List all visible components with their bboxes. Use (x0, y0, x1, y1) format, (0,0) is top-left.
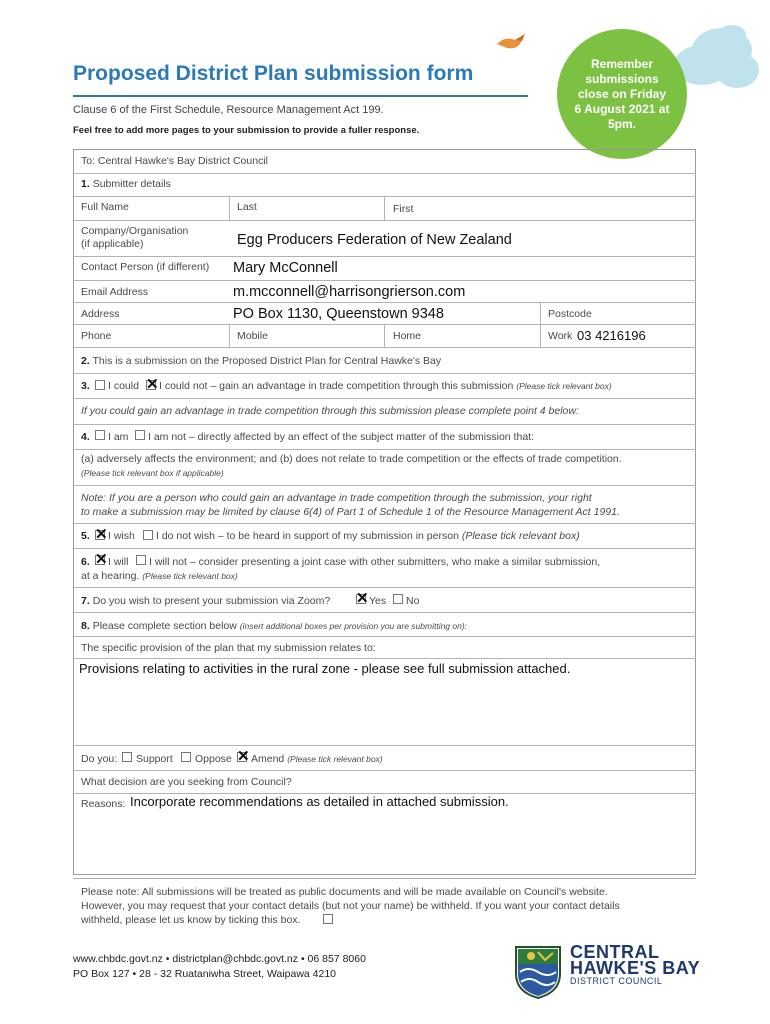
company-label-2: (if applicable) (81, 238, 144, 250)
footer-address: PO Box 127 • 28 - 32 Ruataniwha Street, Waipawa 4210 (73, 968, 337, 980)
section-5-number: 5. (81, 530, 90, 542)
note-line-1: Note: If you are a person who could gain an advantage in trade competition through the submission, your right (81, 492, 592, 504)
logo-text-hawkes-bay: HAWKE'S BAY (570, 958, 701, 978)
bird-icon (495, 32, 529, 54)
company-label-1: Company/Organisation (81, 225, 189, 237)
wish-label: I wish (108, 530, 135, 542)
amend-label: Amend (Please tick relevant box) (251, 753, 383, 765)
section-6-number: 6. (81, 556, 90, 568)
deadline-badge: Remember submissions close on Friday 6 August 2021 at 5pm. (557, 29, 687, 159)
reasons-field[interactable]: Incorporate recommendations as detailed in attached submission. (130, 794, 509, 809)
check-mark-icon: ✕ (95, 551, 108, 568)
page-title: Proposed District Plan submission form (73, 62, 474, 85)
wish-not-checkbox[interactable] (143, 530, 153, 540)
will-not-label: I will not – consider presenting a joint case with other submitters, who make a similar submission, (149, 556, 601, 568)
section-8: 8. Please complete section below (insert additional boxes per provision you are submitting on): (81, 620, 468, 632)
decision-label: What decision are you seeking from Council? (81, 776, 292, 788)
work-phone-field[interactable]: 03 4216196 (577, 328, 646, 343)
am-checkbox[interactable] (95, 430, 105, 440)
logo-text-district-council: DISTRICT COUNCIL (570, 976, 663, 986)
mobile-field[interactable]: Mobile (237, 330, 268, 342)
will-checkbox[interactable] (95, 551, 108, 568)
logo-text-central: CENTRAL (570, 942, 660, 962)
oppose-checkbox[interactable] (181, 752, 191, 762)
withhold-details-checkbox[interactable] (323, 914, 333, 924)
adversely-affects-text: (a) adversely affects the environment; and (b) does not relate to trade competition or the effects of trade competition. (81, 453, 622, 465)
check-mark-icon: ✕ (95, 526, 108, 543)
work-phone-label: Work (548, 330, 573, 342)
address-field[interactable]: PO Box 1130, Queenstown 9348 (233, 306, 444, 322)
check-mark-icon: ✕ (356, 590, 369, 607)
council-crest-icon (513, 944, 563, 1000)
section-1-heading: 1. Submitter details (81, 178, 171, 190)
email-label: Email Address (81, 286, 149, 298)
contact-field[interactable]: Mary McConnell (233, 260, 338, 276)
section-4-number: 4. (81, 431, 90, 443)
wish-checkbox[interactable] (95, 526, 108, 543)
section-7: 7. Do you wish to present your submission via Zoom? (81, 595, 331, 607)
section-3-number: 3. (81, 380, 90, 392)
more-pages-note: Feel free to add more pages to your submission to provide a fuller response. (73, 125, 420, 136)
will-not-checkbox[interactable] (136, 555, 146, 565)
check-mark-icon: ✕ (237, 748, 250, 765)
do-you-label: Do you: (81, 753, 118, 765)
wish-not-label: I do not wish – to be heard in support of my submission in person (Please tick relevant box) (156, 530, 580, 542)
last-name-field[interactable]: Last (237, 201, 257, 213)
oppose-label: Oppose (195, 753, 232, 765)
am-not-label: I am not – directly affected by an effect of the subject matter of the submission that: (148, 431, 534, 443)
title-rule (73, 95, 528, 97)
to-council: To: Central Hawke's Bay District Council (81, 155, 268, 167)
zoom-yes-checkbox[interactable] (356, 590, 369, 607)
zoom-no-checkbox[interactable] (393, 594, 403, 604)
zoom-yes-label: Yes (369, 595, 387, 607)
home-phone-field[interactable]: Home (393, 330, 422, 342)
full-name-label: Full Name (81, 201, 129, 213)
clause-text: Clause 6 of the First Schedule, Resource Management Act 199. (73, 104, 384, 116)
note-line-2: to make a submission may be limited by clause 6(4) of Part 1 of Schedule 1 of the Resource Management Act 1991. (81, 506, 620, 518)
could-checkbox[interactable] (95, 380, 105, 390)
address-label: Address (81, 308, 120, 320)
could-label: I could (108, 380, 139, 392)
specific-provision-label: The specific provision of the plan that my submission relates to: (81, 642, 376, 654)
first-name-field[interactable]: First (393, 203, 414, 215)
trade-advantage-note: If you could gain an advantage in trade competition through this submission please complete point 4 below: (81, 405, 579, 417)
specific-provision-field[interactable]: Provisions relating to activities in the rural zone - please see full submission attached. (79, 661, 571, 676)
could-not-label: I could not – gain an advantage in trade competition through this submission (Please tick relevant box) (159, 380, 612, 392)
check-mark-icon: ✕ (146, 376, 159, 393)
contact-label: Contact Person (if different) (81, 261, 210, 273)
section-2: 2. This is a submission on the Proposed District Plan for Central Hawke's Bay (81, 355, 442, 367)
hearing-line: at a hearing. (Please tick relevant box) (81, 570, 238, 582)
will-label: I will (108, 556, 129, 568)
am-label: I am (108, 431, 129, 443)
email-field[interactable]: m.mcconnell@harrisongrierson.com (233, 284, 466, 300)
company-field[interactable]: Egg Producers Federation of New Zealand (237, 232, 512, 248)
am-not-checkbox[interactable] (135, 430, 145, 440)
footer-contact: www.chbdc.govt.nz • districtplan@chbdc.govt.nz • 06 857 8060 (73, 953, 366, 965)
could-not-checkbox[interactable] (146, 376, 159, 393)
support-label: Support (136, 753, 173, 765)
reasons-label: Reasons: (81, 798, 126, 810)
privacy-line-3: withheld, please let us know by ticking this box. (81, 914, 301, 926)
privacy-line-1: Please note: All submissions will be treated as public documents and will be made available on Council's website. (81, 886, 608, 898)
amend-checkbox[interactable] (237, 748, 250, 765)
tick-if-applicable: (Please tick relevant box if applicable) (81, 468, 224, 478)
support-checkbox[interactable] (122, 752, 132, 762)
postcode-field[interactable]: Postcode (548, 308, 592, 320)
privacy-line-2: However, you may request that your contact details (but not your name) be withheld. If you want your contact details (81, 900, 620, 912)
phone-label: Phone (81, 330, 112, 342)
zoom-no-label: No (406, 595, 420, 607)
